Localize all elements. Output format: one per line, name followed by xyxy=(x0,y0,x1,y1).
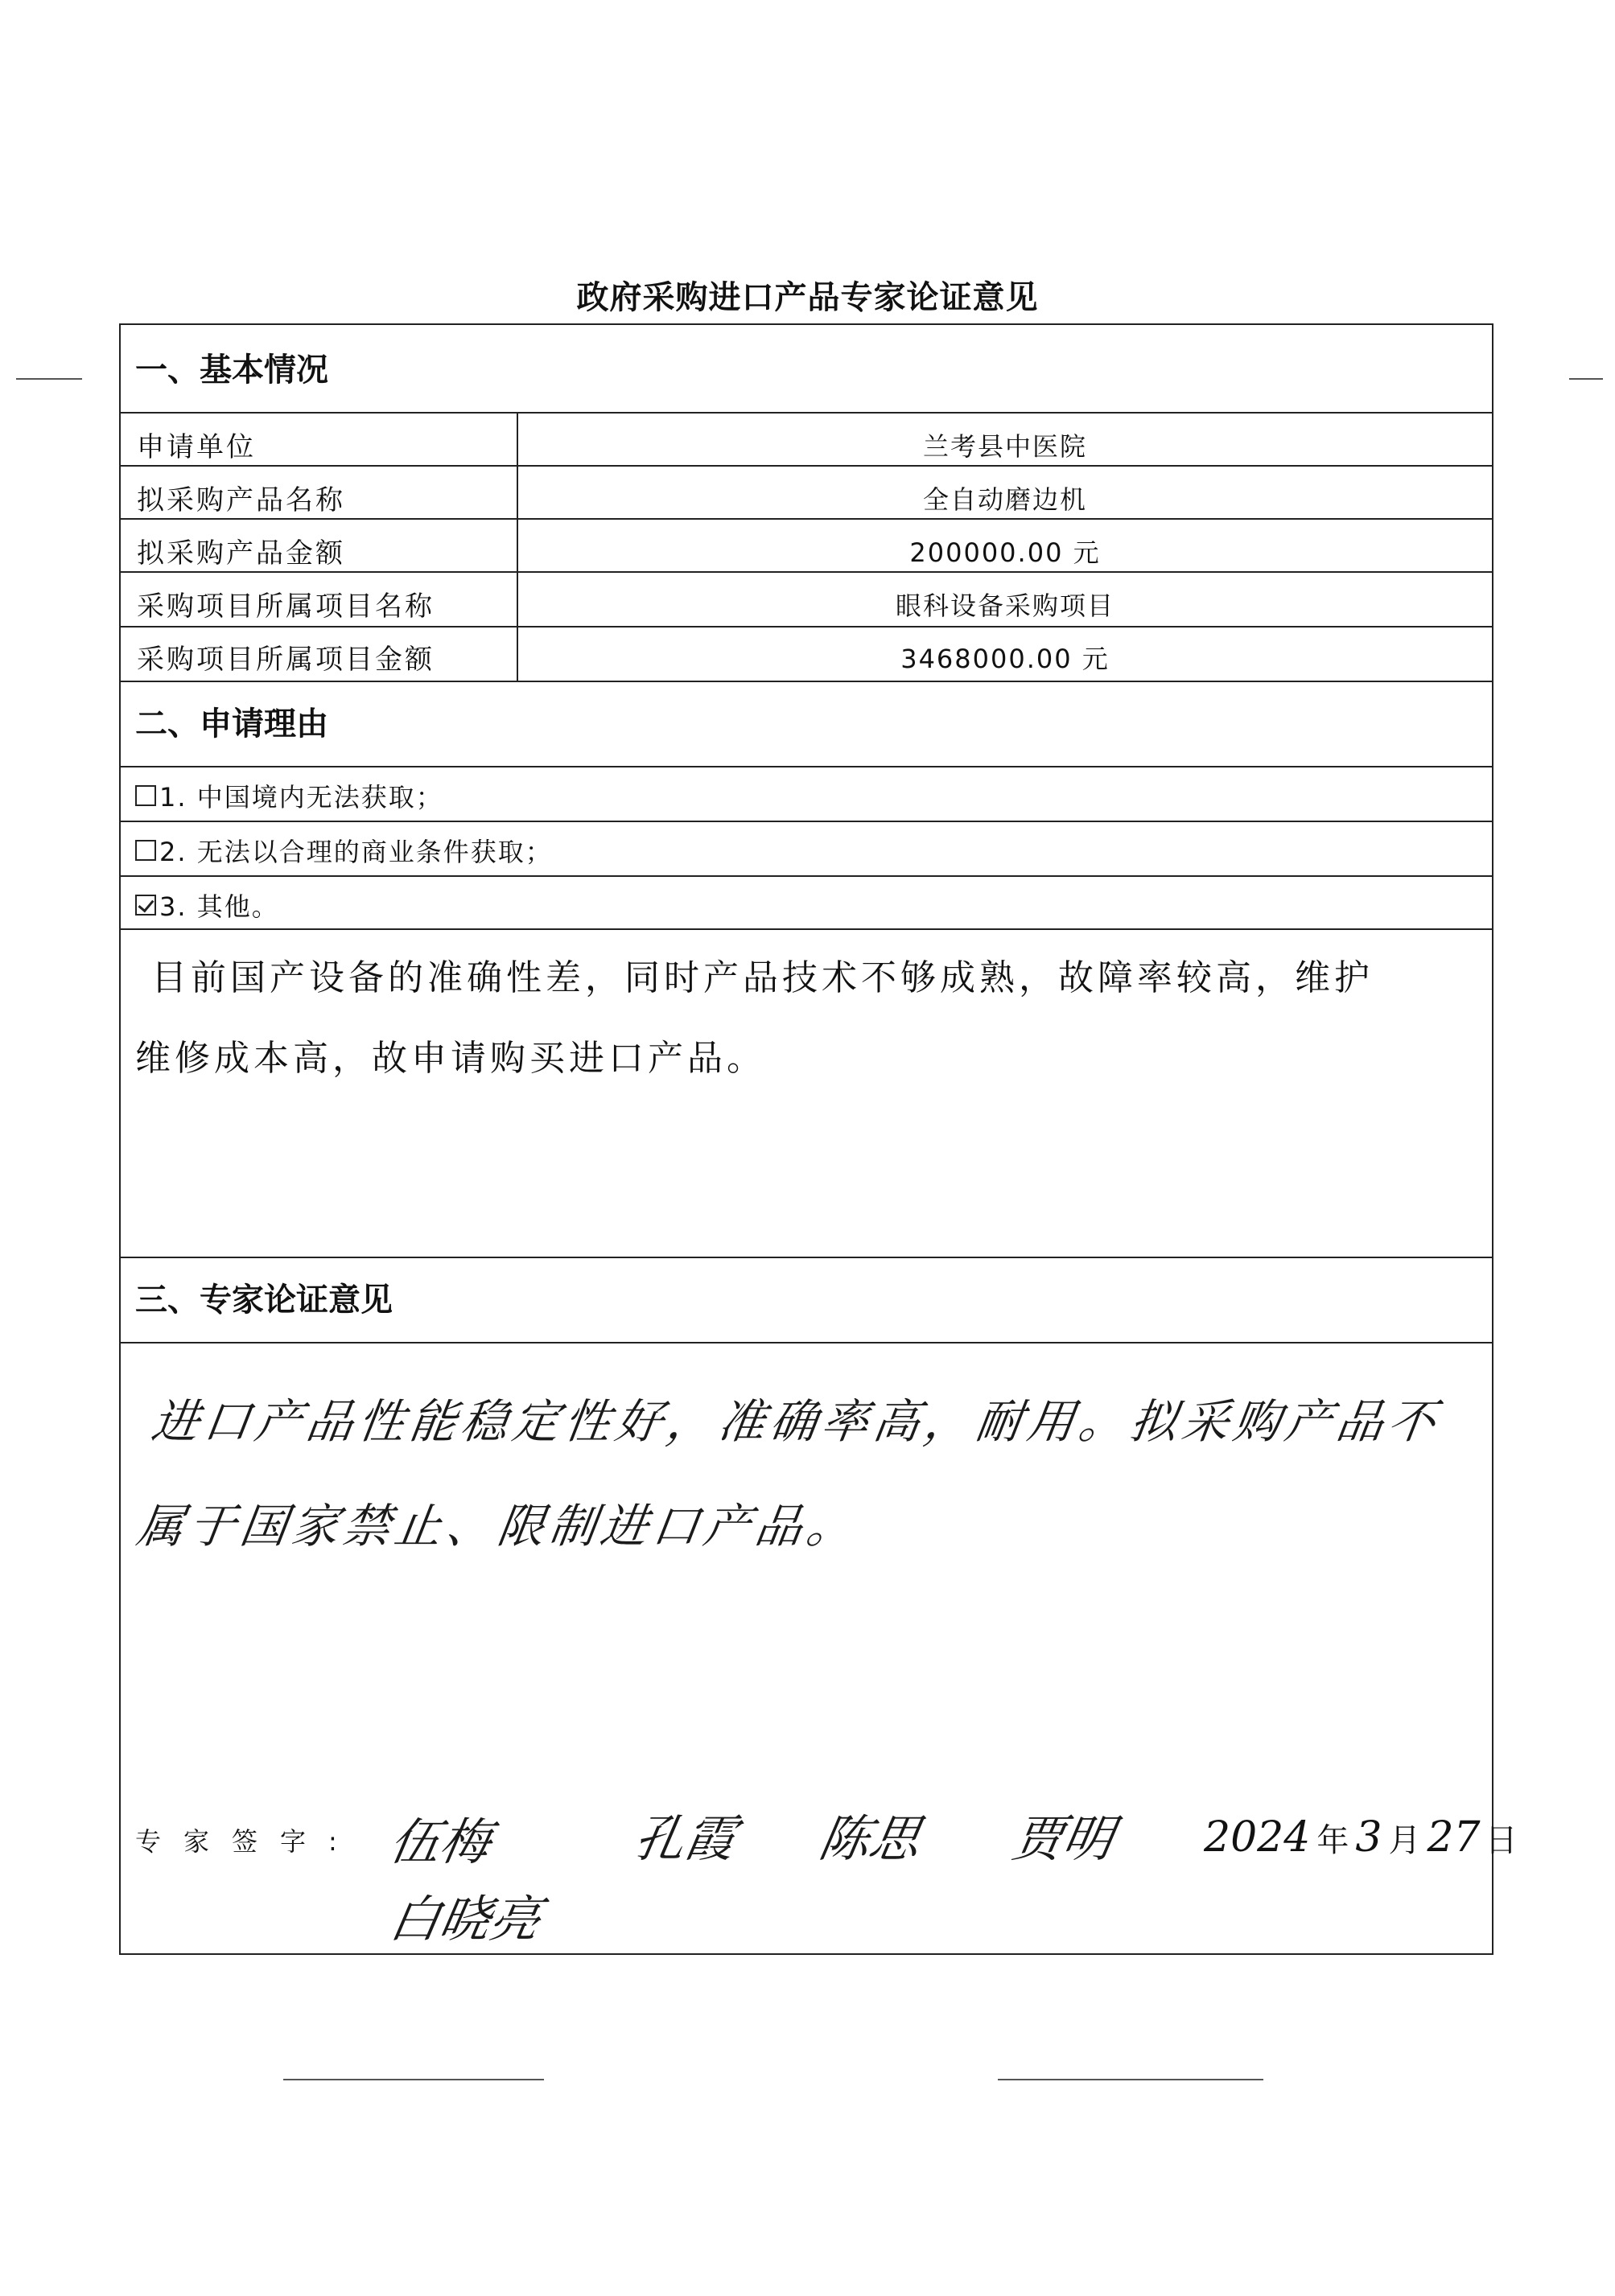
expert-signature-4: 贾明 xyxy=(1007,1809,1119,1868)
date-month-unit: 月 xyxy=(1388,1822,1421,1859)
row-value-applicant: 兰考县中医院 xyxy=(922,431,1087,462)
reason-text-line-2: 维修成本高，故申请购买进口产品。 xyxy=(135,1038,766,1079)
row-label-project-name: 采购项目所属项目名称 xyxy=(137,590,435,623)
checkbox-unchecked-icon[interactable] xyxy=(135,785,156,806)
scan-mark xyxy=(283,2079,544,2080)
expert-opinion-handwritten: 进口产品性能稳定性好，准确率高，耐用。拟采购产品不属于国家禁止、限制进口产品。 xyxy=(134,1394,1444,1553)
reason-option-2-label: 2. 无法以合理的商业条件获取； xyxy=(159,837,553,867)
expert-signature-5: 白晓亮 xyxy=(385,1890,546,1948)
expert-signature-1: 伍梅 xyxy=(385,1813,496,1871)
date-month: 3 xyxy=(1355,1813,1382,1862)
scan-mark xyxy=(1569,378,1603,380)
reason-option-3-label: 3. 其他。 xyxy=(159,891,279,922)
section-heading-reasons: 二、申请理由 xyxy=(135,706,328,743)
row-value-project-amount: 3468000.00 元 xyxy=(900,644,1110,674)
date-day: 27 xyxy=(1427,1813,1481,1862)
checkbox-checked-icon[interactable] xyxy=(135,895,156,916)
row-value-product-name: 全自动磨边机 xyxy=(922,484,1087,515)
date-year-unit: 年 xyxy=(1316,1822,1349,1859)
row-label-applicant: 申请单位 xyxy=(137,431,256,463)
reason-option-3[interactable] xyxy=(135,887,279,924)
document-title: 政府采购进口产品专家论证意见 xyxy=(576,279,1039,316)
row-value-product-amount: 200000.00 元 xyxy=(909,537,1101,568)
reason-option-1[interactable] xyxy=(135,777,443,814)
reason-option-2[interactable] xyxy=(135,832,553,869)
row-label-product-name: 拟采购产品名称 xyxy=(137,484,345,516)
signing-date xyxy=(1204,1813,1518,1862)
form-table xyxy=(119,323,1518,1955)
section-heading-basic-info: 一、基本情况 xyxy=(135,352,328,389)
scan-mark xyxy=(998,2079,1263,2080)
expert-signature-3: 陈思 xyxy=(814,1809,925,1868)
scan-mark xyxy=(16,378,82,380)
row-value-project-name: 眼科设备采购项目 xyxy=(895,590,1114,621)
row-label-project-amount: 采购项目所属项目金额 xyxy=(137,644,435,676)
section-heading-expert-opinion: 三、专家论证意见 xyxy=(135,1282,393,1319)
expert-signature-2: 孔霞 xyxy=(629,1809,740,1868)
date-day-unit: 日 xyxy=(1485,1822,1518,1859)
signature-label: 专家签字: xyxy=(135,1826,360,1857)
checkbox-unchecked-icon[interactable] xyxy=(135,840,156,861)
date-year: 2024 xyxy=(1204,1813,1311,1862)
reason-text-line-1: 目前国产设备的准确性差，同时产品技术不够成熟，故障率较高，维护 xyxy=(151,957,1374,998)
reason-option-1-label: 1. 中国境内无法获取； xyxy=(159,782,443,813)
row-label-product-amount: 拟采购产品金额 xyxy=(137,537,345,570)
